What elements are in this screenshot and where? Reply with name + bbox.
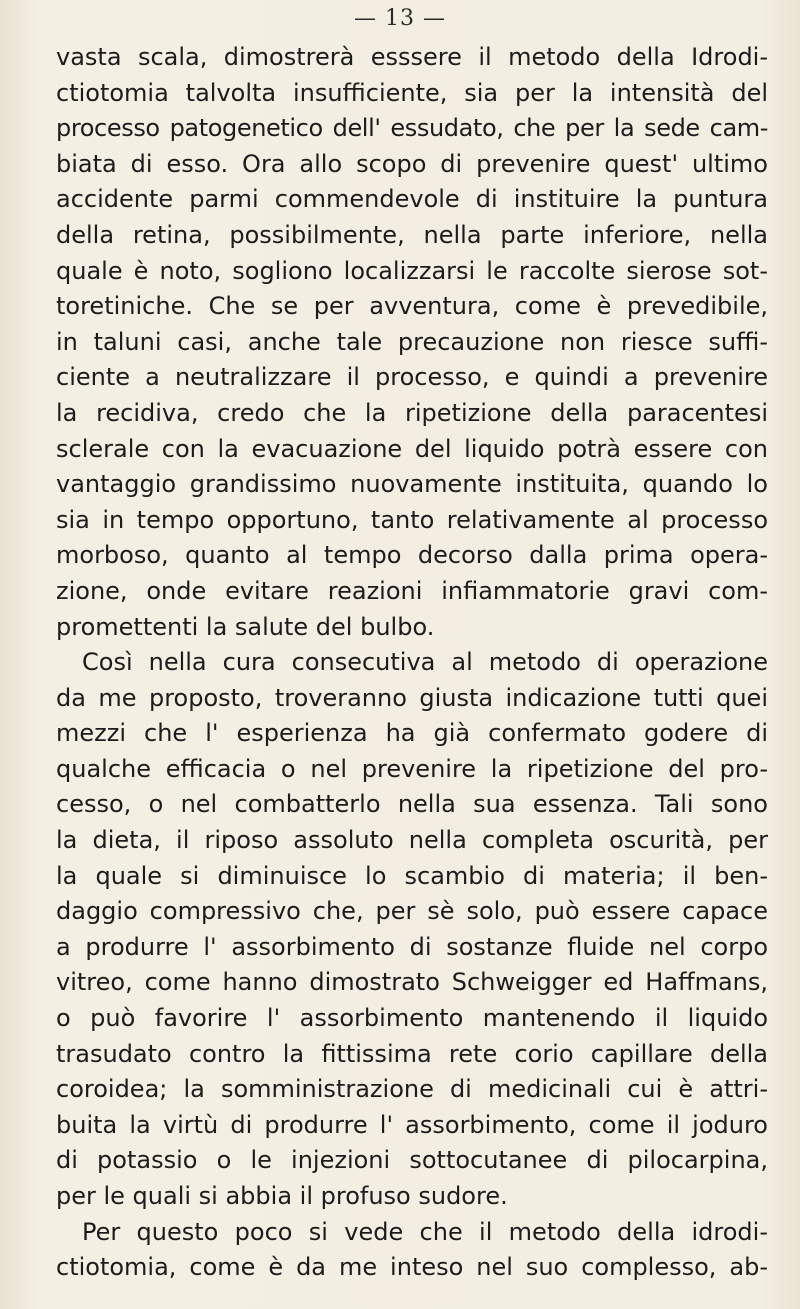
- paragraph-1: [56, 40, 768, 645]
- text-line: accidente parmi commendevole di instituire la puntura: [56, 185, 768, 214]
- text-line: cesso, o nel combatterlo nella sua essenza. Tali sono: [56, 790, 768, 819]
- text-line: ctiotomia, come è da me inteso nel suo complesso, ab-: [56, 1253, 768, 1282]
- paragraph-3: [56, 1215, 768, 1286]
- text-line: trasudato contro la fittissima rete corio capillare della: [56, 1039, 768, 1068]
- text-line: ciente a neutralizzare il processo, e quindi a prevenire: [56, 363, 768, 392]
- text-line: in taluni casi, anche tale precauzione non riesce suffi-: [56, 327, 768, 356]
- paragraph-2: [56, 645, 768, 1215]
- text-line: la dieta, il riposo assoluto nella completa oscurità, per: [56, 826, 768, 855]
- page-number: — 13 —: [354, 6, 446, 31]
- text-line: la recidiva, credo che la ripetizione della paracentesi: [56, 398, 768, 427]
- text-line: da me proposto, troveranno giusta indicazione tutti quei: [56, 683, 768, 712]
- text-line: a produrre l' assorbimento di sostanze fluide nel corpo: [56, 932, 768, 961]
- text-line: per le quali si abbia il profuso sudore.: [56, 1182, 508, 1210]
- text-line: Per questo poco si vede che il metodo della idrodi-: [82, 1217, 768, 1246]
- text-line: di potassio o le injezioni sottocutanee di pilocarpina,: [56, 1146, 768, 1175]
- text-line: qualche efficacia o nel prevenire la ripetizione del pro-: [56, 754, 768, 783]
- text-line: vantaggio grandissimo nuovamente instituita, quando lo: [56, 470, 768, 499]
- text-line: toretiniche. Che se per avventura, come è prevedibile,: [56, 292, 768, 321]
- text-line: morboso, quanto al tempo decorso dalla prima opera-: [56, 541, 768, 570]
- text-line: la quale si diminuisce lo scambio di materia; il ben-: [56, 861, 768, 890]
- text-line: della retina, possibilmente, nella parte inferiore, nella: [56, 220, 768, 249]
- text-line: ctiotomia talvolta insufficiente, sia per la intensità del: [56, 78, 768, 107]
- text-line: Così nella cura consecutiva al metodo di operazione: [82, 648, 768, 677]
- text-line: biata di esso. Ora allo scopo di prevenire quest' ultimo: [56, 149, 768, 178]
- text-line: processo patogenetico dell' essudato, che per la sede cam-: [56, 114, 768, 143]
- text-line: o può favorire l' assorbimento mantenendo il liquido: [56, 1004, 768, 1033]
- body-text: [56, 40, 768, 1286]
- text-line: zione, onde evitare reazioni infiammatorie gravi com-: [56, 576, 768, 605]
- text-line: sia in tempo opportuno, tanto relativamente al processo: [56, 505, 768, 534]
- text-line: vasta scala, dimostrerà esssere il metodo della Idrodi-: [56, 43, 768, 71]
- text-line: mezzi che l' esperienza ha già confermato godere di: [56, 719, 768, 748]
- text-line: vitreo, come hanno dimostrato Schweigger ed Haffmans,: [56, 968, 768, 997]
- text-line: sclerale con la evacuazione del liquido potrà essere con: [56, 434, 768, 463]
- text-line: daggio compressivo che, per sè solo, può essere capace: [56, 897, 768, 926]
- text-line: quale è noto, sogliono localizzarsi le raccolte sierose sot-: [56, 256, 768, 285]
- text-line: buita la virtù di produrre l' assorbimento, come il joduro: [56, 1110, 768, 1139]
- text-line: promettenti la salute del bulbo.: [56, 612, 435, 641]
- text-line: coroidea; la somministrazione di medicinali cui è attri-: [56, 1075, 768, 1104]
